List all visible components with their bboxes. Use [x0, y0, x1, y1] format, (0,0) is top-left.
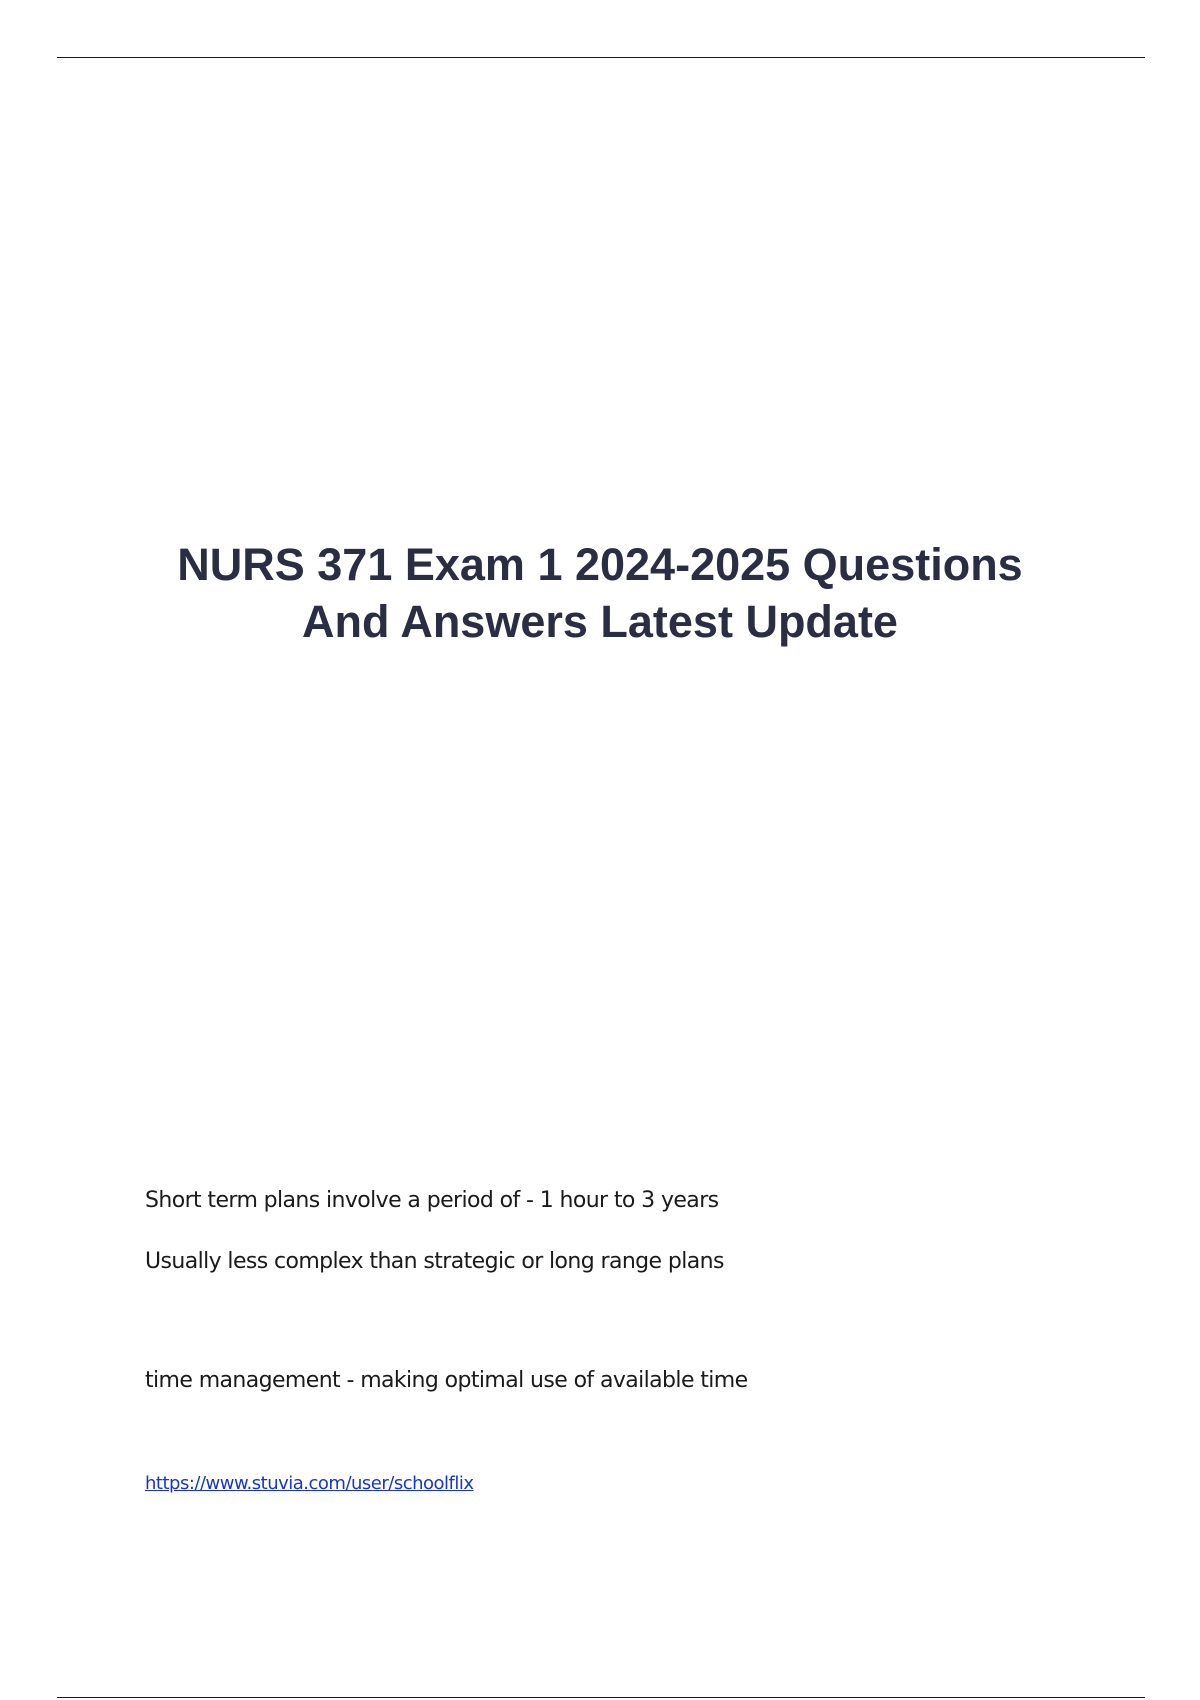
title-line-2: And Answers Latest Update — [302, 596, 898, 647]
title-line-1: NURS 371 Exam 1 2024-2025 Questions — [177, 539, 1023, 590]
answer-detail-line: Usually less complex than strategic or long range plans — [145, 1249, 724, 1274]
question-answer-line: Short term plans involve a period of - 1 hour to 3 years — [145, 1188, 719, 1213]
source-link[interactable]: https://www.stuvia.com/user/schoolflix — [145, 1473, 474, 1494]
top-rule — [57, 57, 1145, 58]
question-answer-line: time management - making optimal use of available time — [145, 1368, 748, 1393]
document-title — [100, 536, 1100, 650]
bottom-rule — [57, 1697, 1145, 1698]
